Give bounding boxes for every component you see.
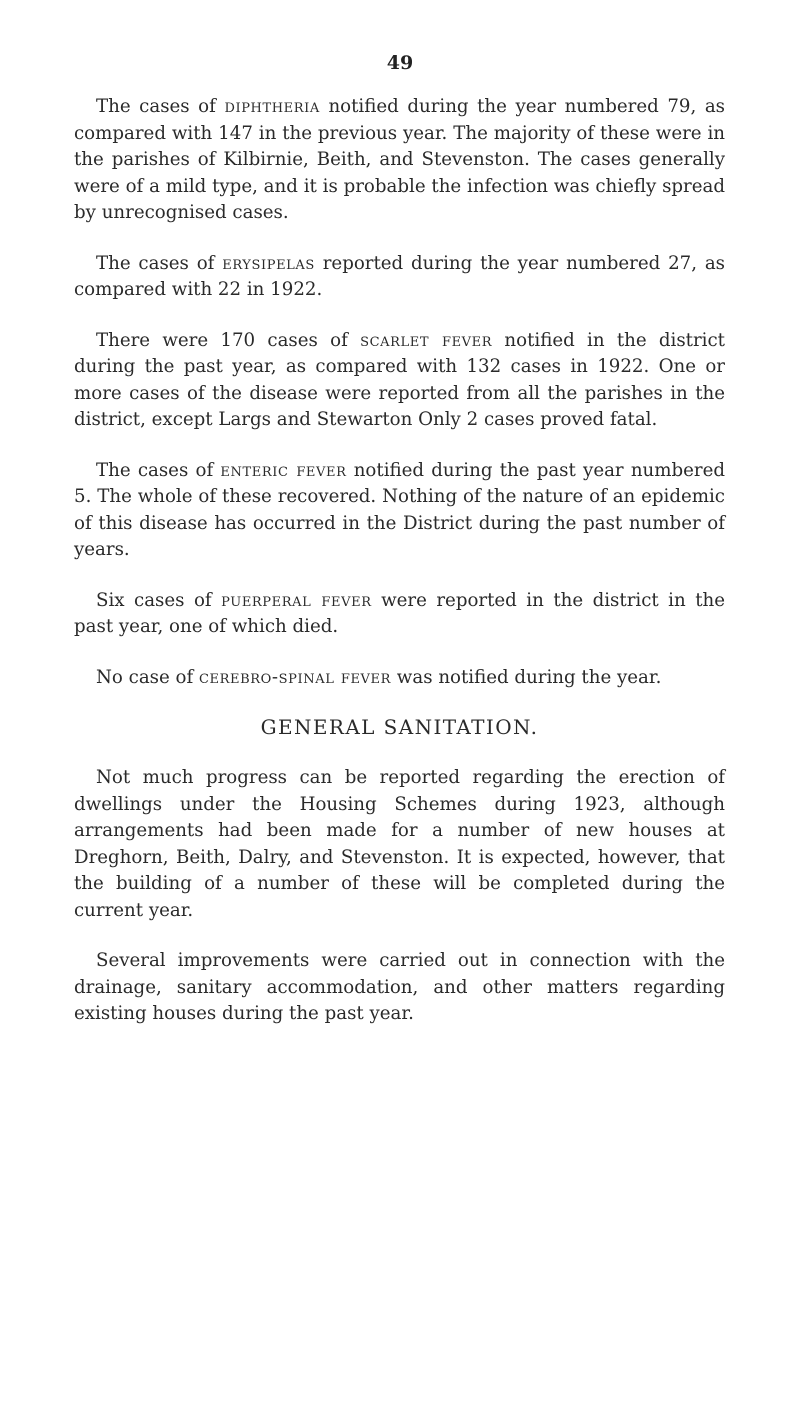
page-number: 49 xyxy=(386,52,414,74)
disease-term: erysipelas xyxy=(222,252,315,274)
paragraph-diphtheria xyxy=(74,94,725,227)
report-body xyxy=(74,94,725,1028)
paragraph-text: reported during the year numbered 27, as compared with 22 in 1922. xyxy=(74,252,726,300)
paragraph-cerebro-spinal-fever xyxy=(74,665,725,692)
paragraph-enteric-fever xyxy=(74,458,725,564)
section-heading: GENERAL SANITATION. xyxy=(260,715,539,739)
paragraph-lead: There were 170 cases of xyxy=(96,329,361,351)
paragraph-scarlet-fever xyxy=(74,328,725,434)
paragraph-text: notified during the past year numbered 5. The whole of these recovered. Nothing of the nature of an epidemic of this disease has occurred in the District during the past number of years. xyxy=(74,459,726,560)
paragraph-lead: The cases of xyxy=(96,459,221,481)
paragraph-lead: Six cases of xyxy=(96,589,222,611)
paragraph-lead: The cases of xyxy=(96,252,223,274)
paragraph-text: was notified during the year. xyxy=(391,666,662,688)
disease-term: cerebro-spinal fever xyxy=(199,666,392,688)
disease-term: diphtheria xyxy=(224,96,320,117)
disease-term: scarlet fever xyxy=(360,329,493,351)
paragraph-housing: Not much progress can be reported regarding the erection of dwellings under the Housing Schemes during 1923, although arrangements had been made for a number of new houses at Dreghorn, Beith, Dalry, and Stevenston. It is expected, however, that the building of a number of these will be completed during the current year. xyxy=(74,767,725,921)
disease-term: enteric fever xyxy=(220,459,347,481)
paragraph-text: notified during the year numbered 79, as compared with 147 in the previous year. The majority of these were in the parishes of Kilbirnie, Beith, and Stevenston. The cases generally were of a mild type, and it is probable the infection was chiefly spread by unrecognised cases. xyxy=(74,96,725,223)
paragraph-erysipelas xyxy=(74,251,725,304)
paragraph-text: were reported in the district in the past year, one of which died. xyxy=(74,589,725,637)
paragraph-improvements: Several improvements were carried out in connection with the drainage, sanitary accommodation, and other matters regarding existing houses during the past year. xyxy=(74,950,725,1024)
paragraph-lead: The cases of xyxy=(96,96,225,117)
paragraph-text: notified in the district during the past year, as compared with 132 cases in 1922. One or more cases of the disease were reported from all the parishes in the district, except Largs and Stewarton Only 2 cases proved fatal. xyxy=(74,329,725,430)
paragraph-puerperal-fever xyxy=(74,588,725,641)
paragraph-lead: No case of xyxy=(96,666,200,688)
disease-term: puerperal fever xyxy=(221,589,372,611)
